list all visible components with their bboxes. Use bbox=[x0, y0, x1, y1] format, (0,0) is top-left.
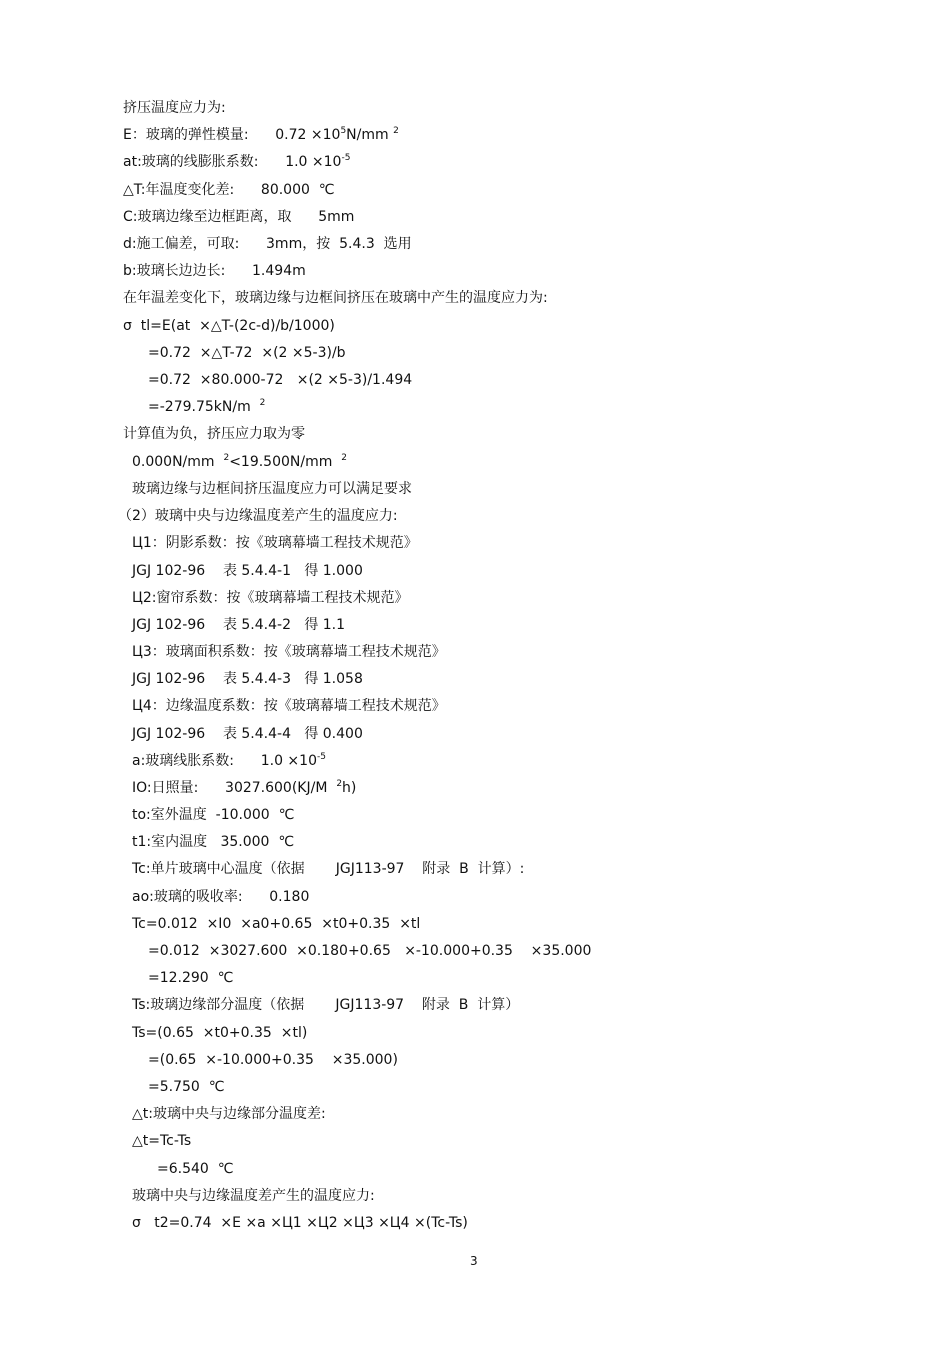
text-line: JGJ 102-96 表 5.4.4-1 得 1.000 bbox=[132, 563, 363, 579]
text-line: =0.72 ×△T-72 ×(2 ×5-3)/b bbox=[148, 345, 346, 361]
text-line: Ts:玻璃边缘部分温度（依据 JGJ113-97 附录 B 计算） bbox=[132, 997, 520, 1013]
superscript: 2 bbox=[259, 398, 266, 408]
text-line: 在年温差变化下，玻璃边缘与边框间挤压在玻璃中产生的温度应力为: bbox=[123, 290, 548, 306]
superscript: -5 bbox=[341, 153, 351, 163]
superscript: 2 bbox=[341, 453, 348, 463]
text-line: =0.72 ×80.000-72 ×(2 ×5-3)/1.494 bbox=[148, 372, 413, 388]
text-line: ao:玻璃的吸收率: 0.180 bbox=[132, 889, 310, 905]
text-line: Ц2:窗帘系数：按《玻璃幕墙工程技术规范》 bbox=[132, 590, 409, 606]
text-line: t1:室内温度 35.000 ℃ bbox=[132, 834, 295, 850]
text-line: =6.540 ℃ bbox=[157, 1161, 234, 1177]
page-number: 3 bbox=[470, 1254, 478, 1268]
text-line: 挤压温度应力为: bbox=[123, 100, 226, 116]
text-line: JGJ 102-96 表 5.4.4-2 得 1.1 bbox=[132, 617, 346, 633]
text-line: 玻璃中央与边缘温度差产生的温度应力: bbox=[132, 1188, 375, 1204]
text-line: Ц1：阴影系数：按《玻璃幕墙工程技术规范》 bbox=[132, 535, 418, 551]
text-line: Ц4：边缘温度系数：按《玻璃幕墙工程技术规范》 bbox=[132, 698, 446, 714]
superscript: -5 bbox=[316, 752, 326, 762]
superscript: 2 bbox=[393, 126, 399, 136]
superscript: 2 bbox=[223, 453, 230, 463]
text-line: Ts=(0.65 ×t0+0.35 ×tl) bbox=[132, 1025, 308, 1041]
text-line: =0.012 ×3027.600 ×0.180+0.65 ×-10.000+0.35 ×35.000 bbox=[148, 943, 592, 959]
text-line: Tc:单片玻璃中心温度（依据 JGJ113-97 附录 B 计算）: bbox=[132, 861, 525, 877]
text-line: C:玻璃边缘至边框距离，取 5mm bbox=[123, 209, 355, 225]
text-line: σ tl=E(at ×△T-(2c-d)/b/1000) bbox=[123, 318, 335, 334]
text-line: to:室外温度 -10.000 ℃ bbox=[132, 807, 295, 823]
text-line: d:施工偏差，可取: 3mm，按 5.4.3 选用 bbox=[123, 236, 412, 252]
text-line: b:玻璃长边边长: 1.494m bbox=[123, 263, 306, 279]
text-line: at:玻璃的线膨胀系数: $1.0 \times 10^{-5}$ bbox=[123, 153, 351, 170]
text-line: =-279.75kN/m $^2$ bbox=[148, 398, 266, 415]
text-line: JGJ 102-96 表 5.4.4-3 得 1.058 bbox=[132, 671, 363, 687]
superscript: 2 bbox=[336, 779, 343, 789]
text-line: Ц3：玻璃面积系数：按《玻璃幕墙工程技术规范》 bbox=[132, 644, 446, 660]
text-line: 计算值为负，挤压应力取为零 bbox=[123, 426, 305, 442]
text-line: 0.000N/mm $^2$<19.500N/mm $^2$ bbox=[132, 453, 348, 470]
text-line: IO:日照量: 3027.600(KJ/M $^2$h) bbox=[132, 779, 357, 796]
text-line: σ t2=0.74 ×E ×a ×Ц1 ×Ц2 ×Ц3 ×Ц4 ×(Tc-Ts) bbox=[132, 1215, 468, 1231]
text-line: △t:玻璃中央与边缘部分温度差: bbox=[132, 1106, 326, 1122]
text-line: =(0.65 ×-10.000+0.35 ×35.000) bbox=[148, 1052, 398, 1068]
text-line: 玻璃边缘与边框间挤压温度应力可以满足要求 bbox=[132, 481, 412, 497]
text-line: =5.750 ℃ bbox=[148, 1079, 225, 1095]
text-line: △t=Tc-Ts bbox=[132, 1133, 192, 1149]
text-line: =12.290 ℃ bbox=[148, 970, 234, 986]
section-heading: （2）玻璃中央与边缘温度差产生的温度应力: bbox=[118, 508, 398, 524]
text-line: E：玻璃的弹性模量: $0.72 \times 10^5N/mm$ $^2$ bbox=[123, 126, 399, 143]
text-line: a:玻璃线胀系数: $1.0 \times 10^{-5}$ bbox=[132, 752, 326, 769]
text-line: Tc=0.012 ×I0 ×a0+0.65 ×t0+0.35 ×tl bbox=[132, 916, 421, 932]
text-line: △T:年温度变化差: 80.000 ℃ bbox=[123, 182, 335, 198]
superscript: 5 bbox=[340, 126, 347, 136]
text-line: JGJ 102-96 表 5.4.4-4 得 0.400 bbox=[132, 726, 363, 742]
